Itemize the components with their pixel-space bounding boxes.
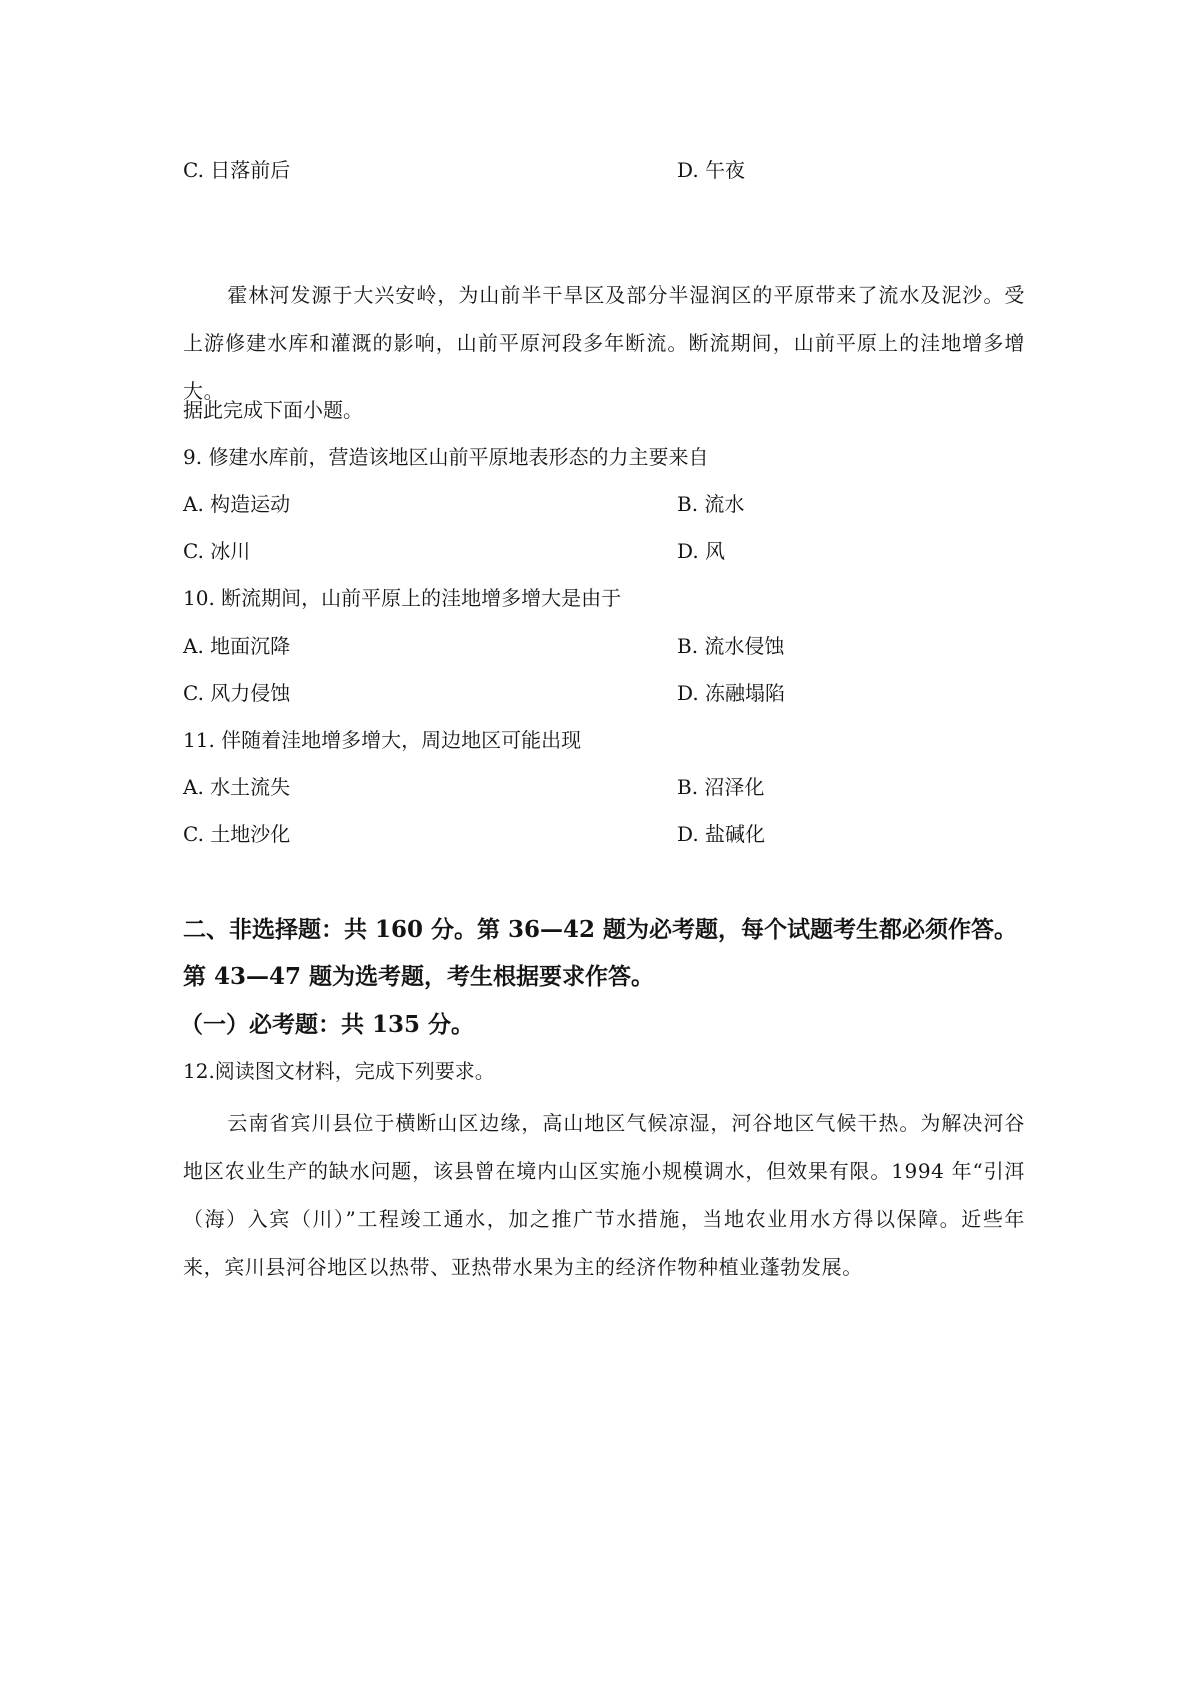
q8-option-c: C. 日落前后 bbox=[183, 158, 291, 182]
section-heading-line1: 二、非选择题：共 160 分。第 36—42 题为必考题，每个试题考生都必须作答。 bbox=[183, 916, 1018, 943]
q11-option-a: A. 水土流失 bbox=[183, 775, 291, 799]
q11-option-c: C. 土地沙化 bbox=[183, 822, 291, 846]
passage-binchuan bbox=[183, 1099, 1025, 1291]
q10-option-a: A. 地面沉降 bbox=[183, 634, 291, 658]
q9-option-a: A. 构造运动 bbox=[183, 492, 291, 516]
q9-stem: 9. 修建水库前，营造该地区山前平原地表形态的力主要来自 bbox=[183, 445, 709, 469]
section-heading-line2: 第 43—47 题为选考题，考生根据要求作答。 bbox=[183, 963, 655, 990]
passage-huolin-river-text: 霍林河发源于大兴安岭，为山前半干旱区及部分半湿润区的平原带来了流水及泥沙。受上游修建水库和灌溉的影响，山前平原河段多年断流。断流期间，山前平原上的洼地增多增大。 bbox=[183, 283, 1025, 403]
q10-stem: 10. 断流期间，山前平原上的洼地增多增大是由于 bbox=[183, 586, 622, 610]
section-subheading: （一）必考题：共 135 分。 bbox=[180, 1011, 475, 1038]
q10-option-c: C. 风力侵蚀 bbox=[183, 681, 291, 705]
passage-huolin-river bbox=[183, 271, 1025, 415]
q9-option-d: D. 风 bbox=[677, 539, 726, 563]
q9-option-b: B. 流水 bbox=[677, 492, 745, 516]
q9-option-c: C. 冰川 bbox=[183, 539, 251, 563]
q12-stem: 12.阅读图文材料，完成下列要求。 bbox=[183, 1059, 495, 1083]
q10-option-b: B. 流水侵蚀 bbox=[677, 634, 785, 658]
q11-option-d: D. 盐碱化 bbox=[677, 822, 766, 846]
q11-stem: 11. 伴随着洼地增多增大，周边地区可能出现 bbox=[183, 728, 582, 752]
passage-binchuan-text: 云南省宾川县位于横断山区边缘，高山地区气候凉湿，河谷地区气候干热。为解决河谷地区农业生产的缺水问题，该县曾在境内山区实施小规模调水，但效果有限。1994 年“引洱（海）入宾（川）”工程竣工通水，加之推广节水措施，当地农业用水方得以保障。近些年来，宾川县河谷地区以热带、亚热带水果为主的经济作物种植业蓬勃发展。 bbox=[183, 1111, 1025, 1279]
q8-option-d: D. 午夜 bbox=[677, 158, 746, 182]
q10-option-d: D. 冻融塌陷 bbox=[677, 681, 786, 705]
passage-instruction: 据此完成下面小题。 bbox=[183, 398, 363, 422]
q11-option-b: B. 沼泽化 bbox=[677, 775, 765, 799]
